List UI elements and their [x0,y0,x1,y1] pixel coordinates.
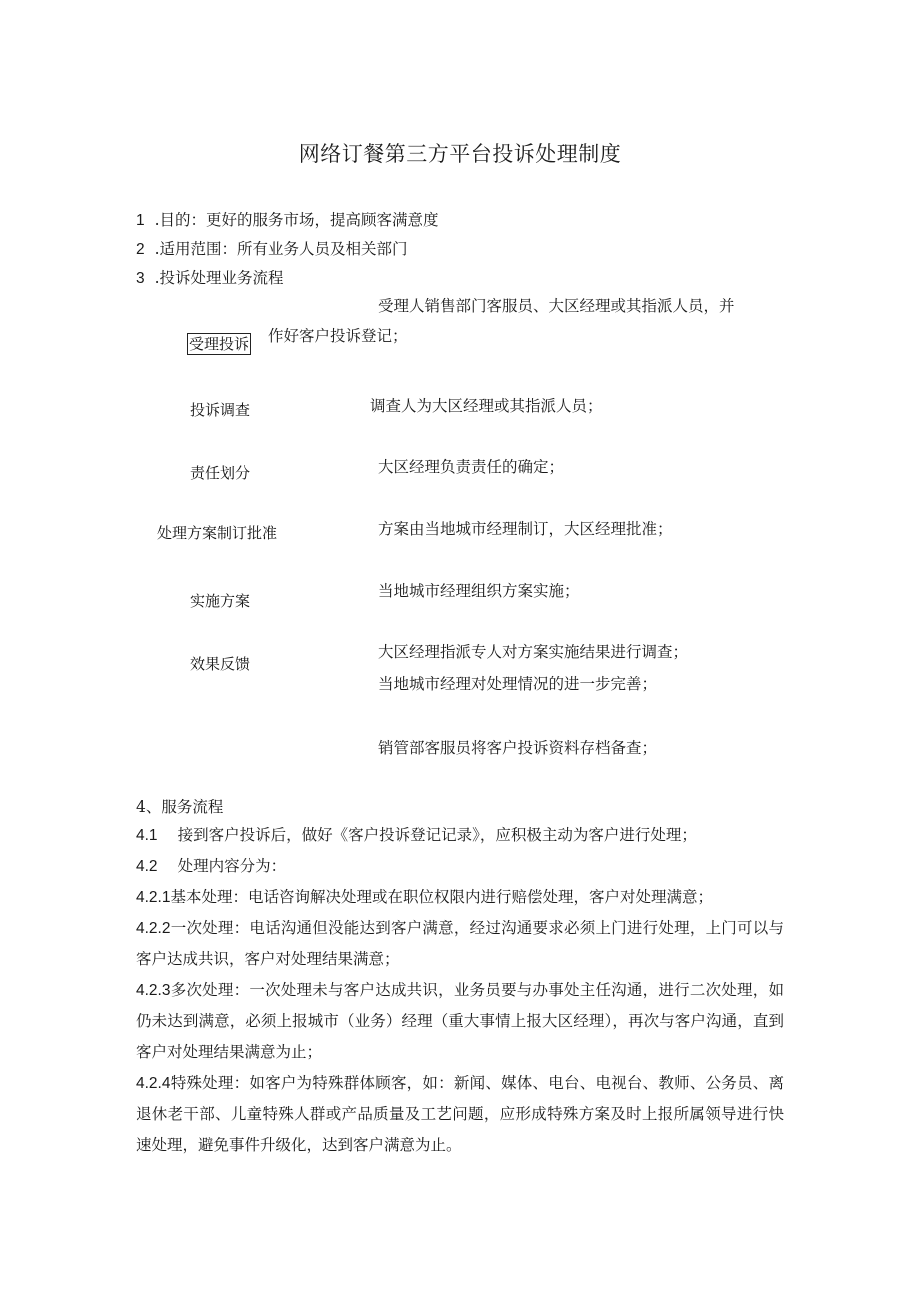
service-heading: 4、服务流程 [136,798,224,816]
flow-desc-archive: 销管部客服员将客户投诉资料存档备查； [378,739,658,757]
service-item-4-2-2 [136,913,784,975]
section-number: 2 [136,241,145,258]
item-text: 多次处理：一次处理未与客户达成共识，业务员要与办事处主任沟通，进行二次处理，如仍未达到满意，必须上报城市（业务）经理（重大事情上报大区经理），再次与客户沟通，直到客户对处理结果满意为止； [136,981,784,1061]
flow-desc-plan-approval: 方案由当地城市经理制订，大区经理批准； [378,520,673,538]
flow-desc-receive-line1: 受理人销售部门客服员、大区经理或其指派人员，并 [378,297,735,315]
item-text: 一次处理：电话沟通但没能达到客户满意，经过沟通要求必须上门进行处理，上门可以与客户达成共识，客户对处理结果满意； [136,919,784,968]
flow-desc-receive-line2: 作好客户投诉登记； [268,327,408,345]
section-text: .目的：更好的服务市场，提高顾客满意度 [154,211,439,229]
flow-step-receive: 受理投诉 [187,333,251,355]
flow-desc-feedback-line2: 当地城市经理对处理情况的进一步完善； [378,675,658,693]
section-scope [136,237,408,259]
item-text: 处理内容分为： [177,857,287,875]
item-text: 特殊处理：如客户为特殊群体顾客，如：新闻、媒体、电台、电视台、教师、公务员、离退休老干部、儿童特殊人群或产品质量及工艺问题，应形成特殊方案及时上报所属领导进行快速处理，避免事件升级化，达到客户满意为止。 [136,1074,784,1154]
service-item-4-2-4 [136,1068,784,1161]
item-label: 4.2.2 [136,920,171,937]
flow-desc-responsibility: 大区经理负责责任的确定； [378,458,565,476]
item-label: 4.1 [136,827,158,844]
section-purpose [136,208,439,230]
flow-desc-investigate: 调查人为大区经理或其指派人员； [370,397,603,415]
flow-desc-feedback-line1: 大区经理指派专人对方案实施结果进行调查； [378,643,689,661]
document-title: 网络订餐第三方平台投诉处理制度 [298,142,622,166]
flow-desc-implement: 当地城市经理组织方案实施； [378,582,580,600]
item-label: 4.2.1 [136,889,171,906]
section-number: 1 [136,212,145,229]
flow-step-feedback: 效果反馈 [190,656,251,673]
flow-step-plan-approval: 处理方案制订批准 [157,525,278,542]
service-item-4-2-3 [136,975,784,1068]
flow-step-investigate: 投诉调查 [190,402,251,419]
service-item-4-2 [136,851,784,882]
section-flow [136,266,284,288]
service-item-4-1 [136,820,784,851]
section-text: .适用范围：所有业务人员及相关部门 [154,240,408,258]
item-text: 基本处理：电话咨询解决处理或在职位权限内进行赔偿处理，客户对处理满意； [170,888,713,906]
item-label: 4.2.3 [136,982,171,999]
service-item-4-2-1 [136,882,784,913]
item-label: 4.2.4 [136,1075,171,1092]
flow-step-responsibility: 责任划分 [190,465,251,482]
section-number: 3 [136,270,145,287]
section-text: .投诉处理业务流程 [154,269,284,287]
item-label: 4.2 [136,858,158,875]
item-text: 接到客户投诉后，做好《客户投诉登记记录》，应积极主动为客户进行处理； [177,826,697,844]
flow-step-implement: 实施方案 [190,593,251,610]
